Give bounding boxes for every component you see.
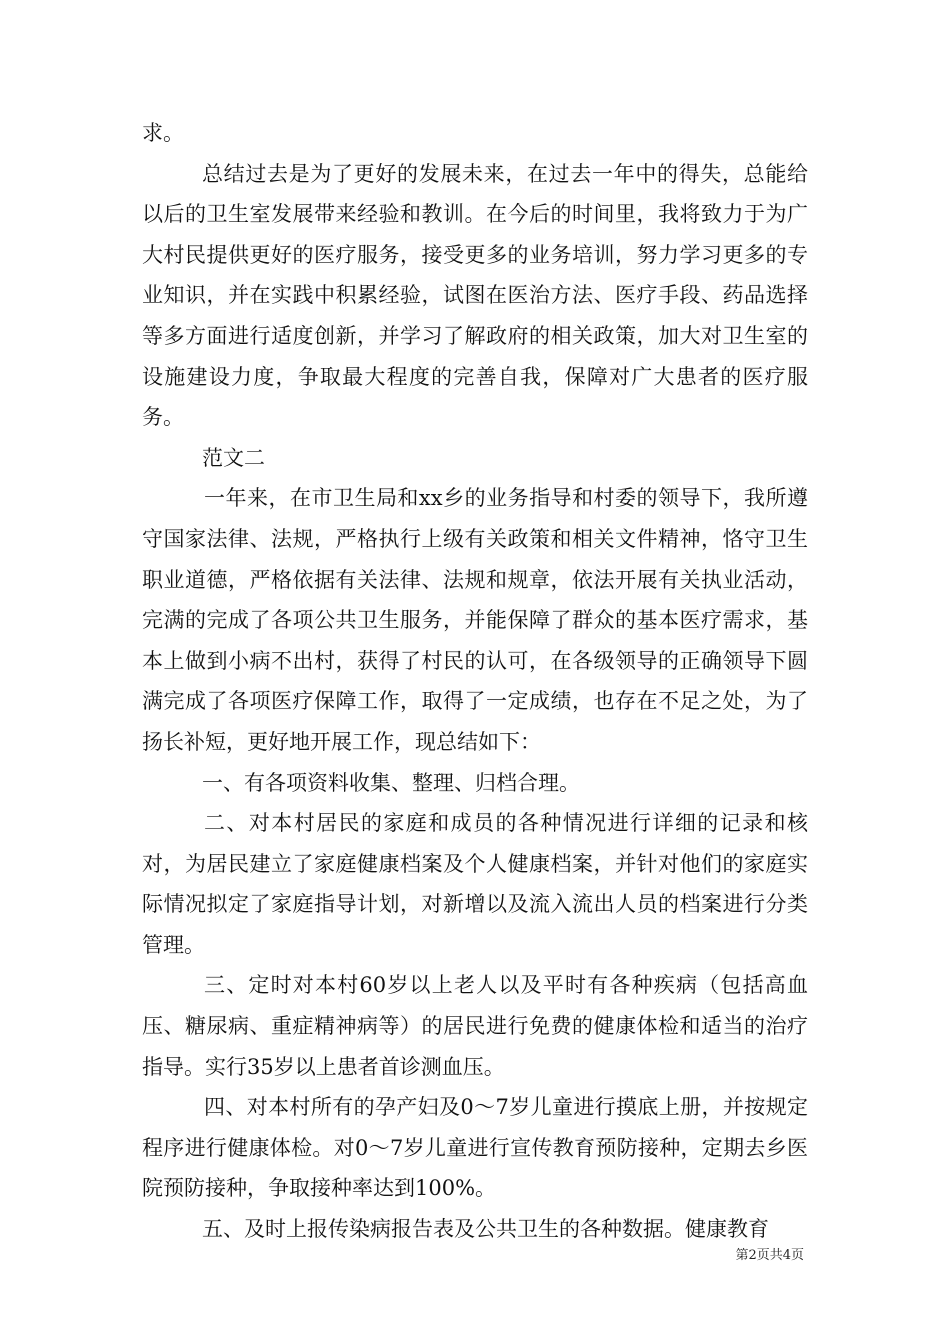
paragraph-item-two: 二、对本村居民的家庭和成员的各种情况进行详细的记录和核对，为居民建立了家庭健康档案及个人健康档案，并针对他们的家庭实际情况拟定了家庭指导计划，对新增以及流入流出人员的档案进行分类管理。 xyxy=(142,811,808,957)
paragraph-item-one: 一、有各项资料收集、整理、归档合理。 xyxy=(202,770,580,795)
page-number: 第2页共4页 xyxy=(735,1248,804,1263)
document-body xyxy=(142,113,808,1250)
paragraph-intro: 一年来，在市卫生局和xx乡的业务指导和村委的领导下，我所遵守国家法律、法规，严格执行上级有关政策和相关文件精神，恪守卫生职业道德，严格依据有关法律、法规和规章，依法开展有关执业活动，完满的完成了各项公共卫生服务，并能保障了群众的基本医疗需求，基本上做到小病不出村，获得了村民的认可，在各级领导的正确领导下圆满完成了各项医疗保障工作，取得了一定成绩，也存在不足之处，为了扬长补短，更好地开展工作，现总结如下： xyxy=(142,486,808,754)
paragraph-item-five: 五、及时上报传染病报告表及公共卫生的各种数据。健康教育 xyxy=(202,1217,769,1242)
paragraph-item-four: 四、对本村所有的孕产妇及0～7岁儿童进行摸底上册，并按规定程序进行健康体检。对0～7岁儿童进行宣传教育预防接种，定期去乡医院预防接种，争取接种率达到100%。 xyxy=(142,1095,808,1201)
section-heading-sample-two: 范文二 xyxy=(202,445,265,470)
paragraph-continuation: 求。 xyxy=(142,121,184,145)
paragraph-item-three: 三、定时对本村60岁以上老人以及平时有各种疾病（包括高血压、糖尿病、重症精神病等）的居民进行免费的健康体检和适当的治疗指导。实行35岁以上患者首诊测血压。 xyxy=(142,973,808,1079)
paragraph-summary: 总结过去是为了更好的发展未来，在过去一年中的得失，总能给以后的卫生室发展带来经验和教训。在今后的时间里，我将致力于为广大村民提供更好的医疗服务，接受更多的业务培训，努力学习更多的专业知识，并在实践中积累经验，试图在医治方法、医疗手段、药品选择等多方面进行适度创新，并学习了解政府的相关政策，加大对卫生室的设施建设力度，争取最大程度的完善自我，保障对广大患者的医疗服务。 xyxy=(142,161,808,430)
